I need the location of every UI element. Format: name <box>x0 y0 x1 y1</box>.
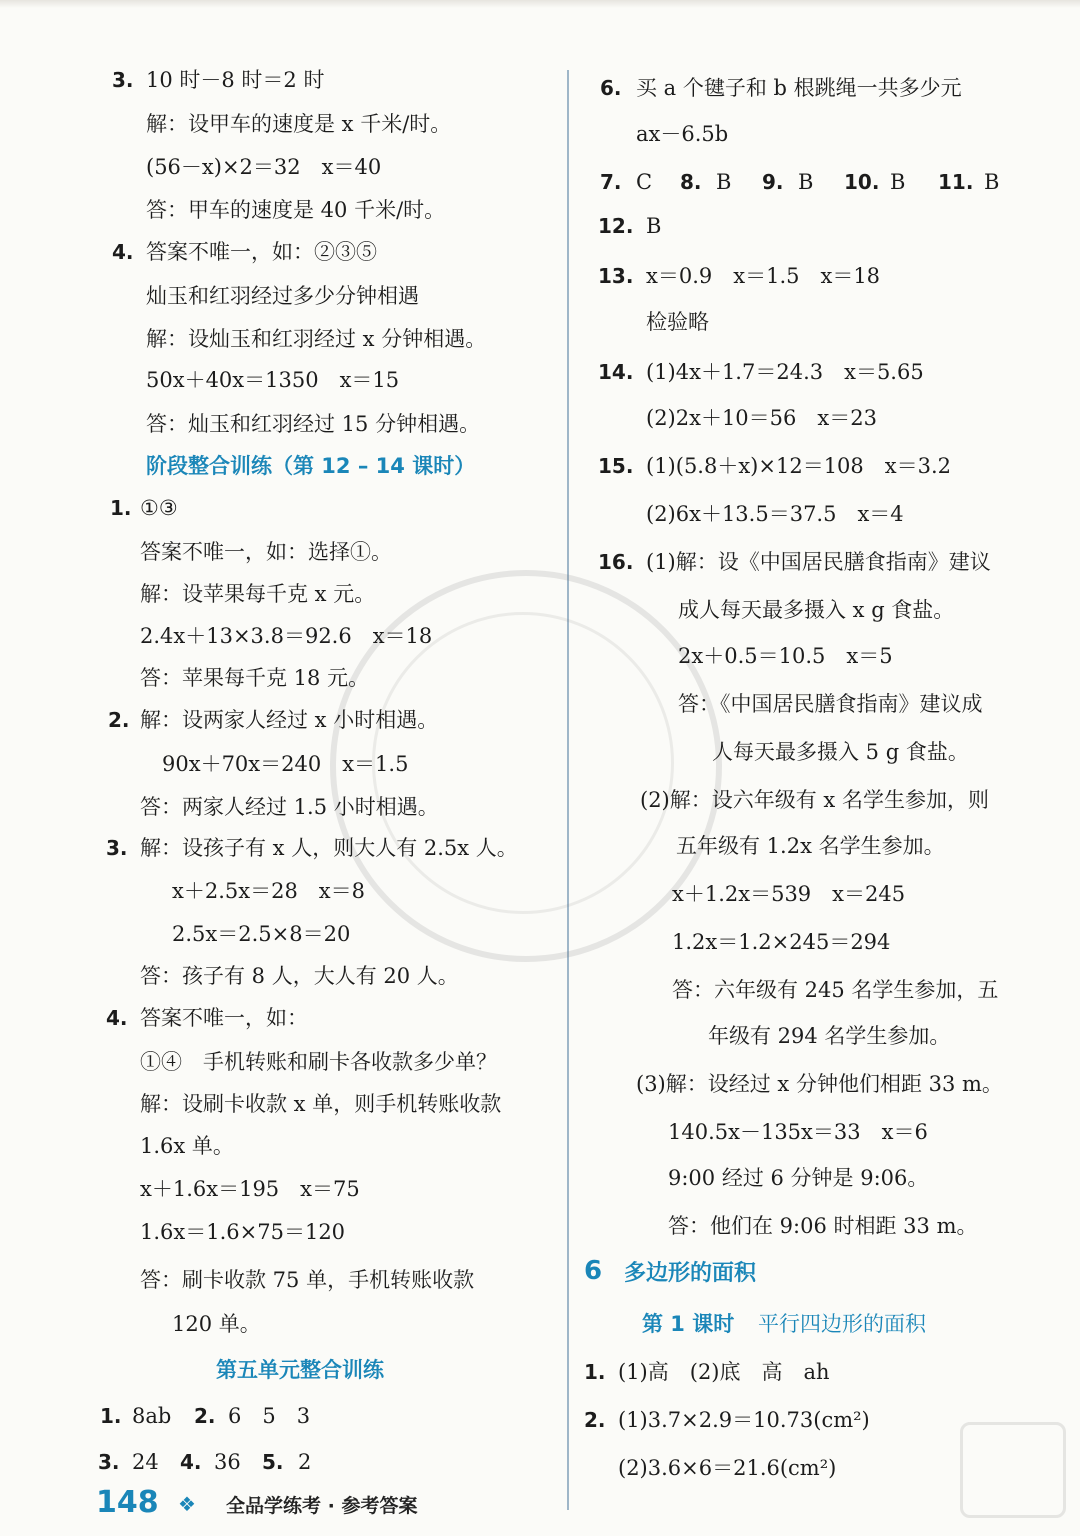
answer-line: ax－6.5b <box>636 122 729 146</box>
diamond-icon: ❖ <box>178 1492 196 1516</box>
answer-line: x＝0.9 x＝1.5 x＝18 <box>646 264 881 288</box>
answer-line: (2)6x＋13.5＝37.5 x＝4 <box>646 502 904 526</box>
answer-line: (2)解：设六年级有 x 名学生参加，则 <box>640 788 989 812</box>
answer-line: 2x＋0.5＝10.5 x＝5 <box>678 644 893 668</box>
page-edge <box>0 0 1080 8</box>
answer-line: (1)3.7×2.9＝10.73(cm²) <box>618 1408 870 1432</box>
answer-line: 140.5x－135x＝33 x＝6 <box>668 1120 928 1144</box>
item-number: 12. <box>598 214 634 238</box>
answer-line: (1)(5.8＋x)×12＝108 x＝3.2 <box>646 454 952 478</box>
answer-line: x＋1.6x＝195 x＝75 <box>140 1177 360 1201</box>
choice-answer: C <box>636 170 653 194</box>
answer-line: 答：《中国居民膳食指南》建议成 <box>678 692 983 716</box>
answer-line: (2)3.6×6＝21.6(cm²) <box>618 1456 837 1480</box>
choice-answer: B <box>716 170 732 194</box>
item-number: 14. <box>598 360 634 384</box>
item-number: 6. <box>600 76 622 100</box>
answer-line: 1.6x 单。 <box>140 1134 234 1158</box>
answer-line: 90x＋70x＝240 x＝1.5 <box>162 752 409 776</box>
answer-line: (1)4x＋1.7＝24.3 x＝5.65 <box>646 360 924 384</box>
chapter-number: 6 <box>584 1256 603 1286</box>
answer-line: 9:00 经过 6 分钟是 9:06。 <box>668 1166 929 1190</box>
answer-line: 2.5x＝2.5×8＝20 <box>172 922 351 946</box>
answer-line: 答案不唯一，如： <box>140 1006 308 1030</box>
answer-line: 6 5 3 <box>228 1404 311 1428</box>
item-number: 2. <box>194 1404 216 1428</box>
answer-line: 24 <box>132 1450 159 1474</box>
chapter-title: 多边形的面积 <box>624 1261 757 1286</box>
choice-answer: B <box>984 170 1000 194</box>
answer-line: (1)高 (2)底 高 ah <box>618 1360 830 1384</box>
answer-line: 灿玉和红羽经过多少分钟相遇 <box>146 284 419 308</box>
answer-line: 答：苹果每千克 18 元。 <box>140 666 370 690</box>
lesson-title: 平行四边形的面积 <box>758 1312 926 1336</box>
answer-line: 解：设灿玉和红羽经过 x 分钟相遇。 <box>146 327 487 351</box>
answer-line: 1.2x＝1.2×245＝294 <box>672 930 891 954</box>
answer-line: ①③ <box>140 496 178 520</box>
answer-line: 36 <box>214 1450 241 1474</box>
answer-line: 答：六年级有 245 名学生参加，五 <box>672 978 999 1002</box>
item-number: 1. <box>110 496 132 520</box>
answer-line: 解：设苹果每千克 x 元。 <box>140 582 376 606</box>
corner-watermark <box>960 1422 1066 1518</box>
item-number: 4. <box>180 1450 202 1474</box>
answer-line: ①④ 手机转账和刷卡各收款多少单？ <box>140 1050 497 1074</box>
item-number: 4. <box>106 1006 128 1030</box>
answer-line: 答：刷卡收款 75 单，手机转账收款 <box>140 1268 475 1292</box>
item-number: 1. <box>100 1404 122 1428</box>
answer-line: 成人每天最多摄入 x g 食盐。 <box>678 598 955 622</box>
answer-line: 答：灿玉和红羽经过 15 分钟相遇。 <box>146 412 481 436</box>
section-heading: 第五单元整合训练 <box>216 1358 384 1382</box>
item-number: 5. <box>262 1450 284 1474</box>
answer-line: 50x＋40x＝1350 x＝15 <box>146 368 400 392</box>
choice-answer: B <box>646 214 662 238</box>
item-number: 11. <box>938 170 974 194</box>
answer-line: 解：设甲车的速度是 x 千米/时。 <box>146 112 452 136</box>
answer-line: 答：孩子有 8 人，大人有 20 人。 <box>140 964 459 988</box>
answer-line: 解：设两家人经过 x 小时相遇。 <box>140 708 439 732</box>
answer-line: 2 <box>298 1450 312 1474</box>
choice-answer: B <box>890 170 906 194</box>
answer-line: 买 a 个毽子和 b 根跳绳一共多少元 <box>636 76 962 100</box>
answer-line: 2.4x＋13×3.8＝92.6 x＝18 <box>140 624 433 648</box>
answer-line: 答：两家人经过 1.5 小时相遇。 <box>140 795 439 819</box>
watermark-stamp-inner <box>372 612 674 914</box>
answer-line: 人每天最多摄入 5 g 食盐。 <box>712 740 969 764</box>
answer-line: (1)解：设《中国居民膳食指南》建议 <box>646 550 991 574</box>
answer-line: 120 单。 <box>172 1312 261 1336</box>
answer-line: 答：他们在 9:06 时相距 33 m。 <box>668 1214 978 1238</box>
answer-line: x＋2.5x＝28 x＝8 <box>172 879 366 903</box>
answer-line: 答：甲车的速度是 40 千米/时。 <box>146 198 446 222</box>
page-number: 148 <box>96 1485 159 1520</box>
answer-line: 8ab <box>132 1404 172 1428</box>
answer-line: 解：设刷卡收款 x 单，则手机转账收款 <box>140 1092 502 1116</box>
item-number: 3. <box>98 1450 120 1474</box>
answer-line: (3)解：设经过 x 分钟他们相距 33 m。 <box>636 1072 1003 1096</box>
answer-line: x＋1.2x＝539 x＝245 <box>672 882 906 906</box>
answer-line: 10 时－8 时＝2 时 <box>146 68 325 92</box>
answer-line: 年级有 294 名学生参加。 <box>708 1024 951 1048</box>
footer-title: 全品学练考 · 参考答案 <box>226 1495 418 1517</box>
item-number: 8. <box>680 170 702 194</box>
lesson-label: 第 1 课时 <box>642 1312 735 1336</box>
section-heading: 阶段整合训练（第 12 – 14 课时） <box>146 454 476 478</box>
answer-line: 五年级有 1.2x 名学生参加。 <box>676 834 945 858</box>
item-number: 15. <box>598 454 634 478</box>
choice-answer: B <box>798 170 814 194</box>
item-number: 13. <box>598 264 634 288</box>
answer-line: (56－x)×2＝32 x＝40 <box>146 155 382 179</box>
item-number: 4. <box>112 240 134 264</box>
item-number: 2. <box>108 708 130 732</box>
item-number: 2. <box>584 1408 606 1432</box>
answer-line: 检验略 <box>646 310 709 334</box>
answer-line: 解：设孩子有 x 人，则大人有 2.5x 人。 <box>140 836 518 860</box>
answer-line: 1.6x＝1.6×75＝120 <box>140 1220 346 1244</box>
item-number: 16. <box>598 550 634 574</box>
item-number: 3. <box>106 836 128 860</box>
item-number: 1. <box>584 1360 606 1384</box>
item-number: 10. <box>844 170 880 194</box>
item-number: 7. <box>600 170 622 194</box>
answer-line: 答案不唯一，如：选择①。 <box>140 540 392 564</box>
answer-line: (2)2x＋10＝56 x＝23 <box>646 406 877 430</box>
item-number: 3. <box>112 68 134 92</box>
answer-line: 答案不唯一，如：②③⑤ <box>146 240 377 264</box>
item-number: 9. <box>762 170 784 194</box>
